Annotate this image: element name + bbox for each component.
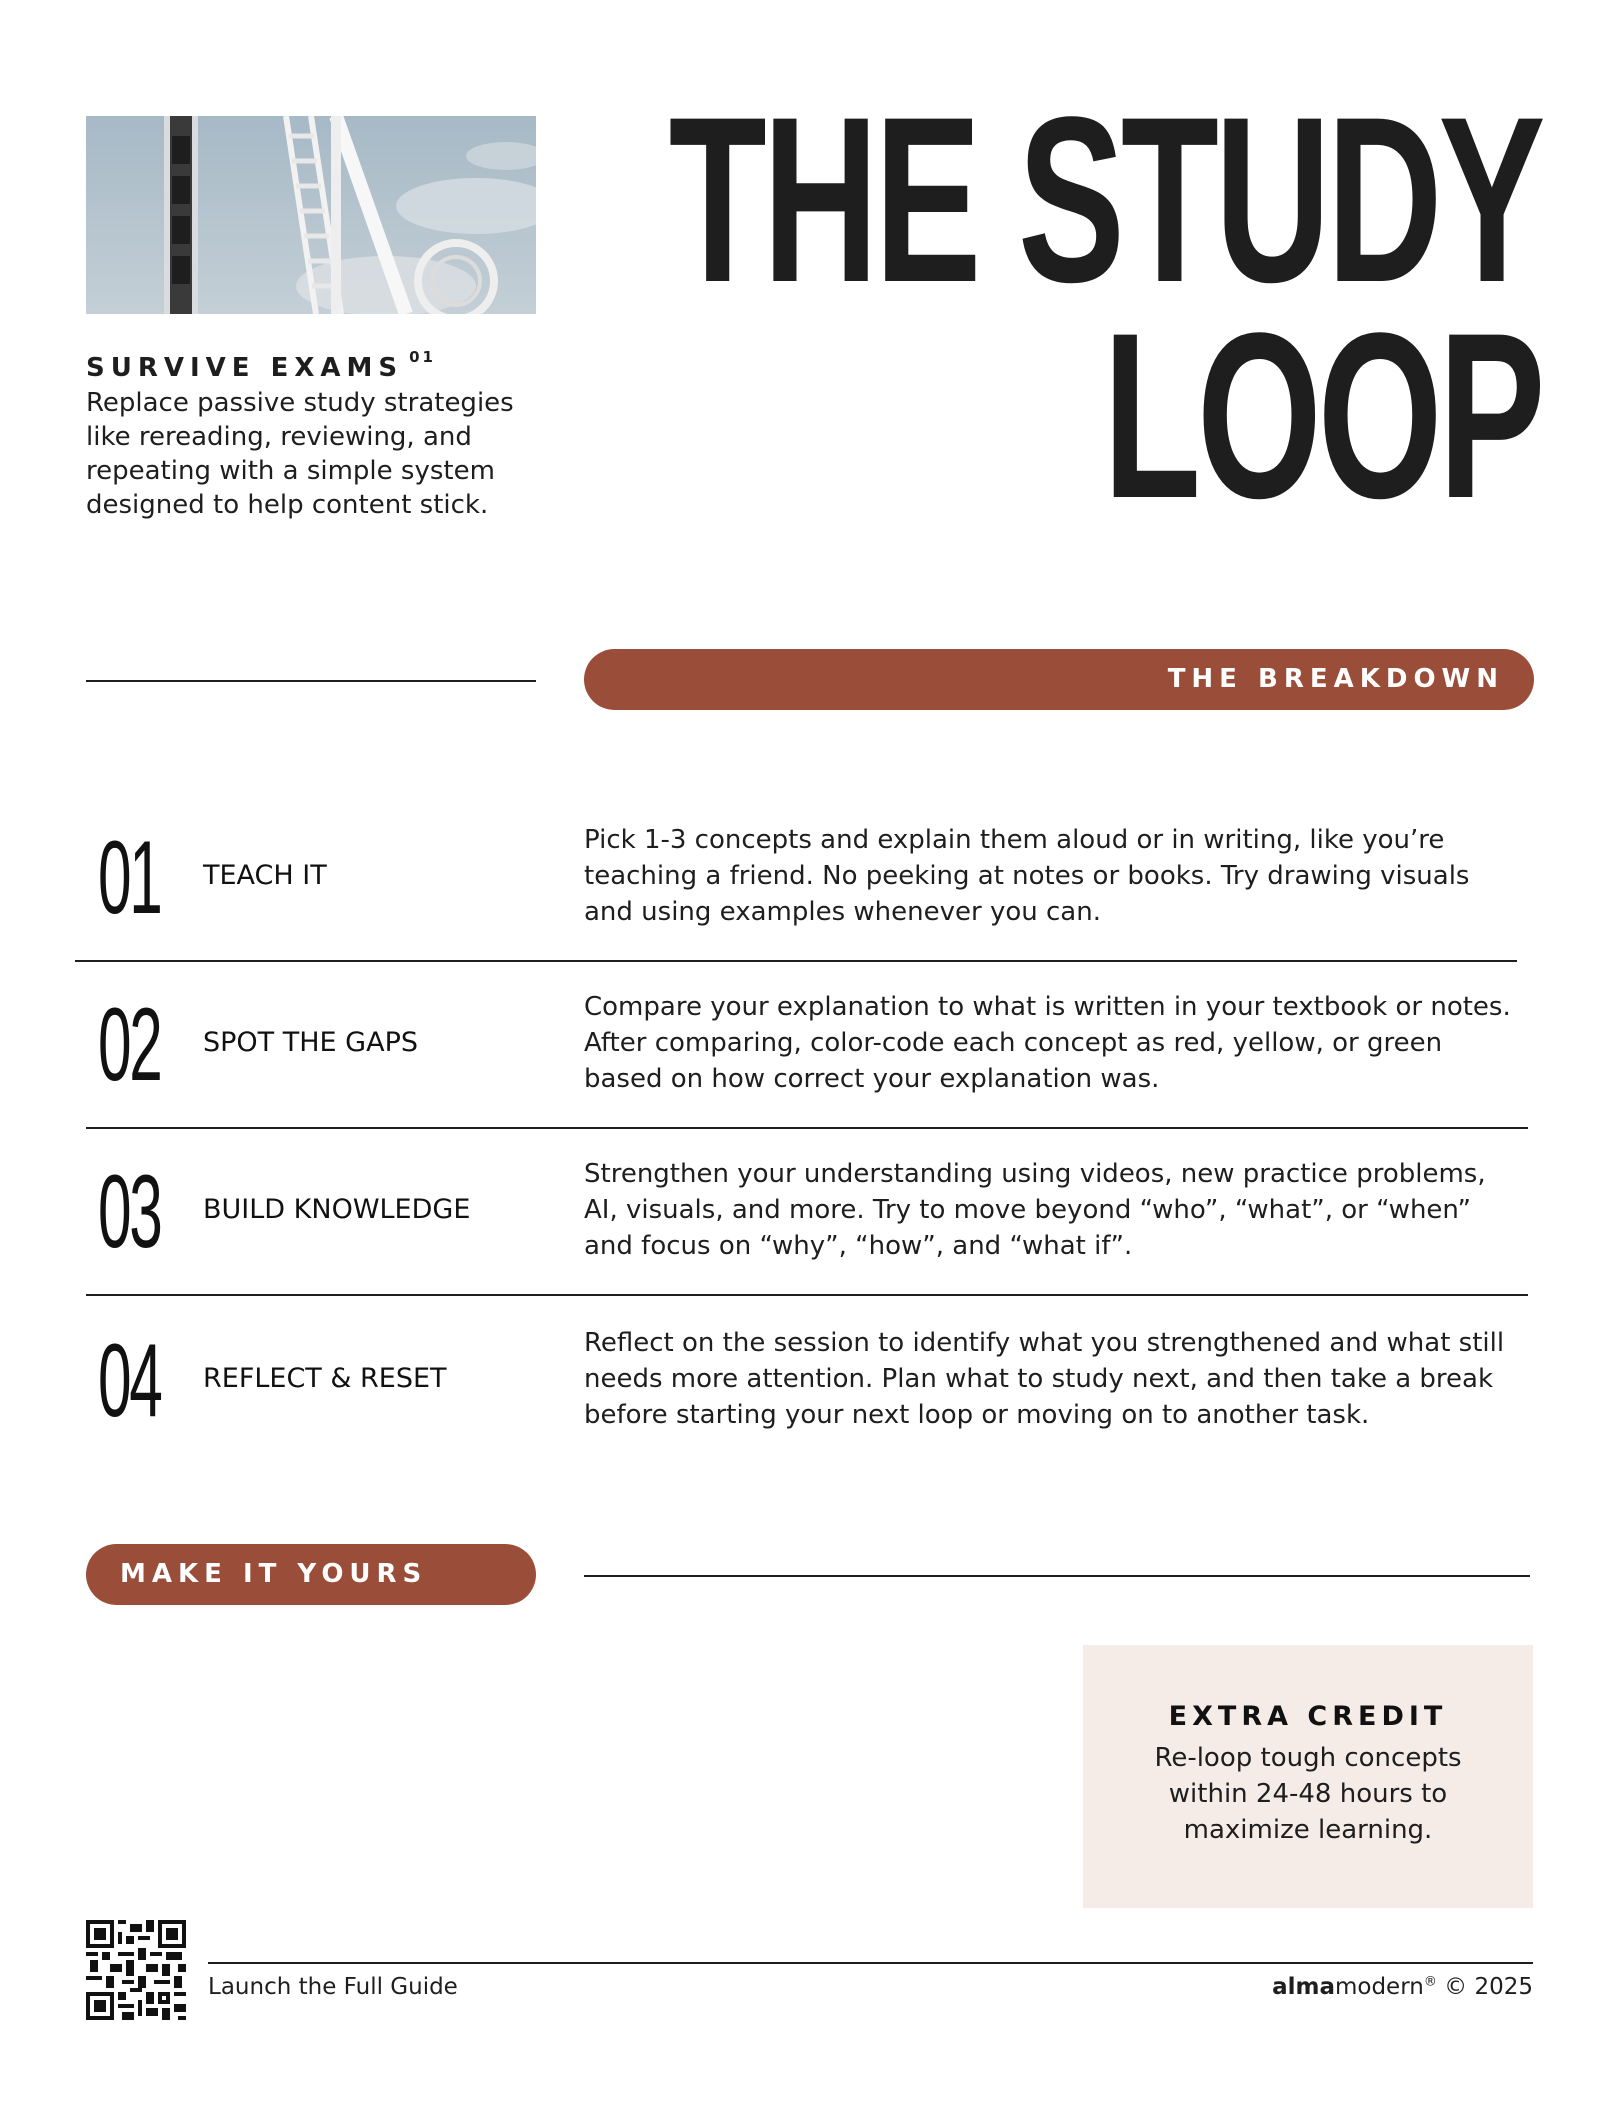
step-label: BUILD KNOWLEDGE xyxy=(203,1194,471,1225)
intro-paragraph: Replace passive study strategies like rereading, reviewing, and repeating with a simple system designed to help content stick. xyxy=(86,388,514,520)
make-it-yours-label: MAKE IT YOURS xyxy=(120,1559,428,1589)
kicker-text: SURVIVE EXAMS xyxy=(86,353,404,383)
step-number: 03 xyxy=(98,1154,161,1270)
step-label: SPOT THE GAPS xyxy=(203,1027,418,1058)
breakdown-label: THE BREAKDOWN xyxy=(1167,664,1504,694)
step-description: Pick 1-3 concepts and explain them aloud or in writing, like you’re teaching a friend. No peeking at notes or books. Try drawing visuals and using examples whenever you can. xyxy=(584,825,1470,927)
extra-credit-title: EXTRA CREDIT xyxy=(1168,1701,1448,1732)
kicker-heading xyxy=(86,348,436,383)
title-line-2: LOOP xyxy=(1102,284,1541,548)
step-label: TEACH IT xyxy=(203,860,327,891)
roller-coaster-photo xyxy=(86,116,536,314)
divider xyxy=(86,1127,1528,1129)
registered-mark: ® xyxy=(1423,1974,1437,1990)
copyright-text: © 2025 xyxy=(1436,1974,1533,2000)
step-description: Strengthen your understanding using videos, new practice problems, AI, visuals, and more. Try to move beyond “who”, “what”, or “when” and focus on “why”, “how”, and “what if”. xyxy=(584,1159,1486,1261)
title-line-1: THE STUDY xyxy=(668,68,1541,332)
brand-name-rest: modern xyxy=(1334,1974,1424,2000)
brand-copyright xyxy=(1272,1974,1533,2000)
kicker-superscript: 01 xyxy=(409,348,436,366)
launch-guide-link[interactable]: Launch the Full Guide xyxy=(208,1974,458,2000)
breakdown-banner xyxy=(584,649,1534,710)
page-title xyxy=(668,68,1541,548)
step-description: Reflect on the session to identify what you strengthened and what still needs more attention. Plan what to study next, and then take a break before starting your next loop or moving on to another task. xyxy=(584,1328,1505,1430)
step-description: Compare your explanation to what is written in your textbook or notes. After comparing, color-code each concept as red, yellow, or green based on how correct your explanation was. xyxy=(584,992,1511,1094)
step-number: 02 xyxy=(98,987,161,1103)
extra-credit-body: Re-loop tough concepts within 24-48 hours to maximize learning. xyxy=(1154,1743,1462,1845)
step-number: 04 xyxy=(98,1323,161,1439)
extra-credit-panel xyxy=(1083,1645,1533,1908)
divider xyxy=(75,960,1517,962)
make-it-yours-banner xyxy=(86,1544,536,1605)
step-number: 01 xyxy=(98,820,161,936)
divider xyxy=(86,1294,1528,1296)
qr-code-graphic xyxy=(86,1920,186,2020)
brand-name-bold: alma xyxy=(1272,1974,1335,2000)
hero-image xyxy=(86,116,536,314)
step-label: REFLECT & RESET xyxy=(203,1363,447,1394)
footer-divider xyxy=(208,1962,1533,1964)
divider xyxy=(86,680,536,682)
qr-code-icon[interactable] xyxy=(86,1920,186,2020)
divider xyxy=(584,1575,1530,1577)
